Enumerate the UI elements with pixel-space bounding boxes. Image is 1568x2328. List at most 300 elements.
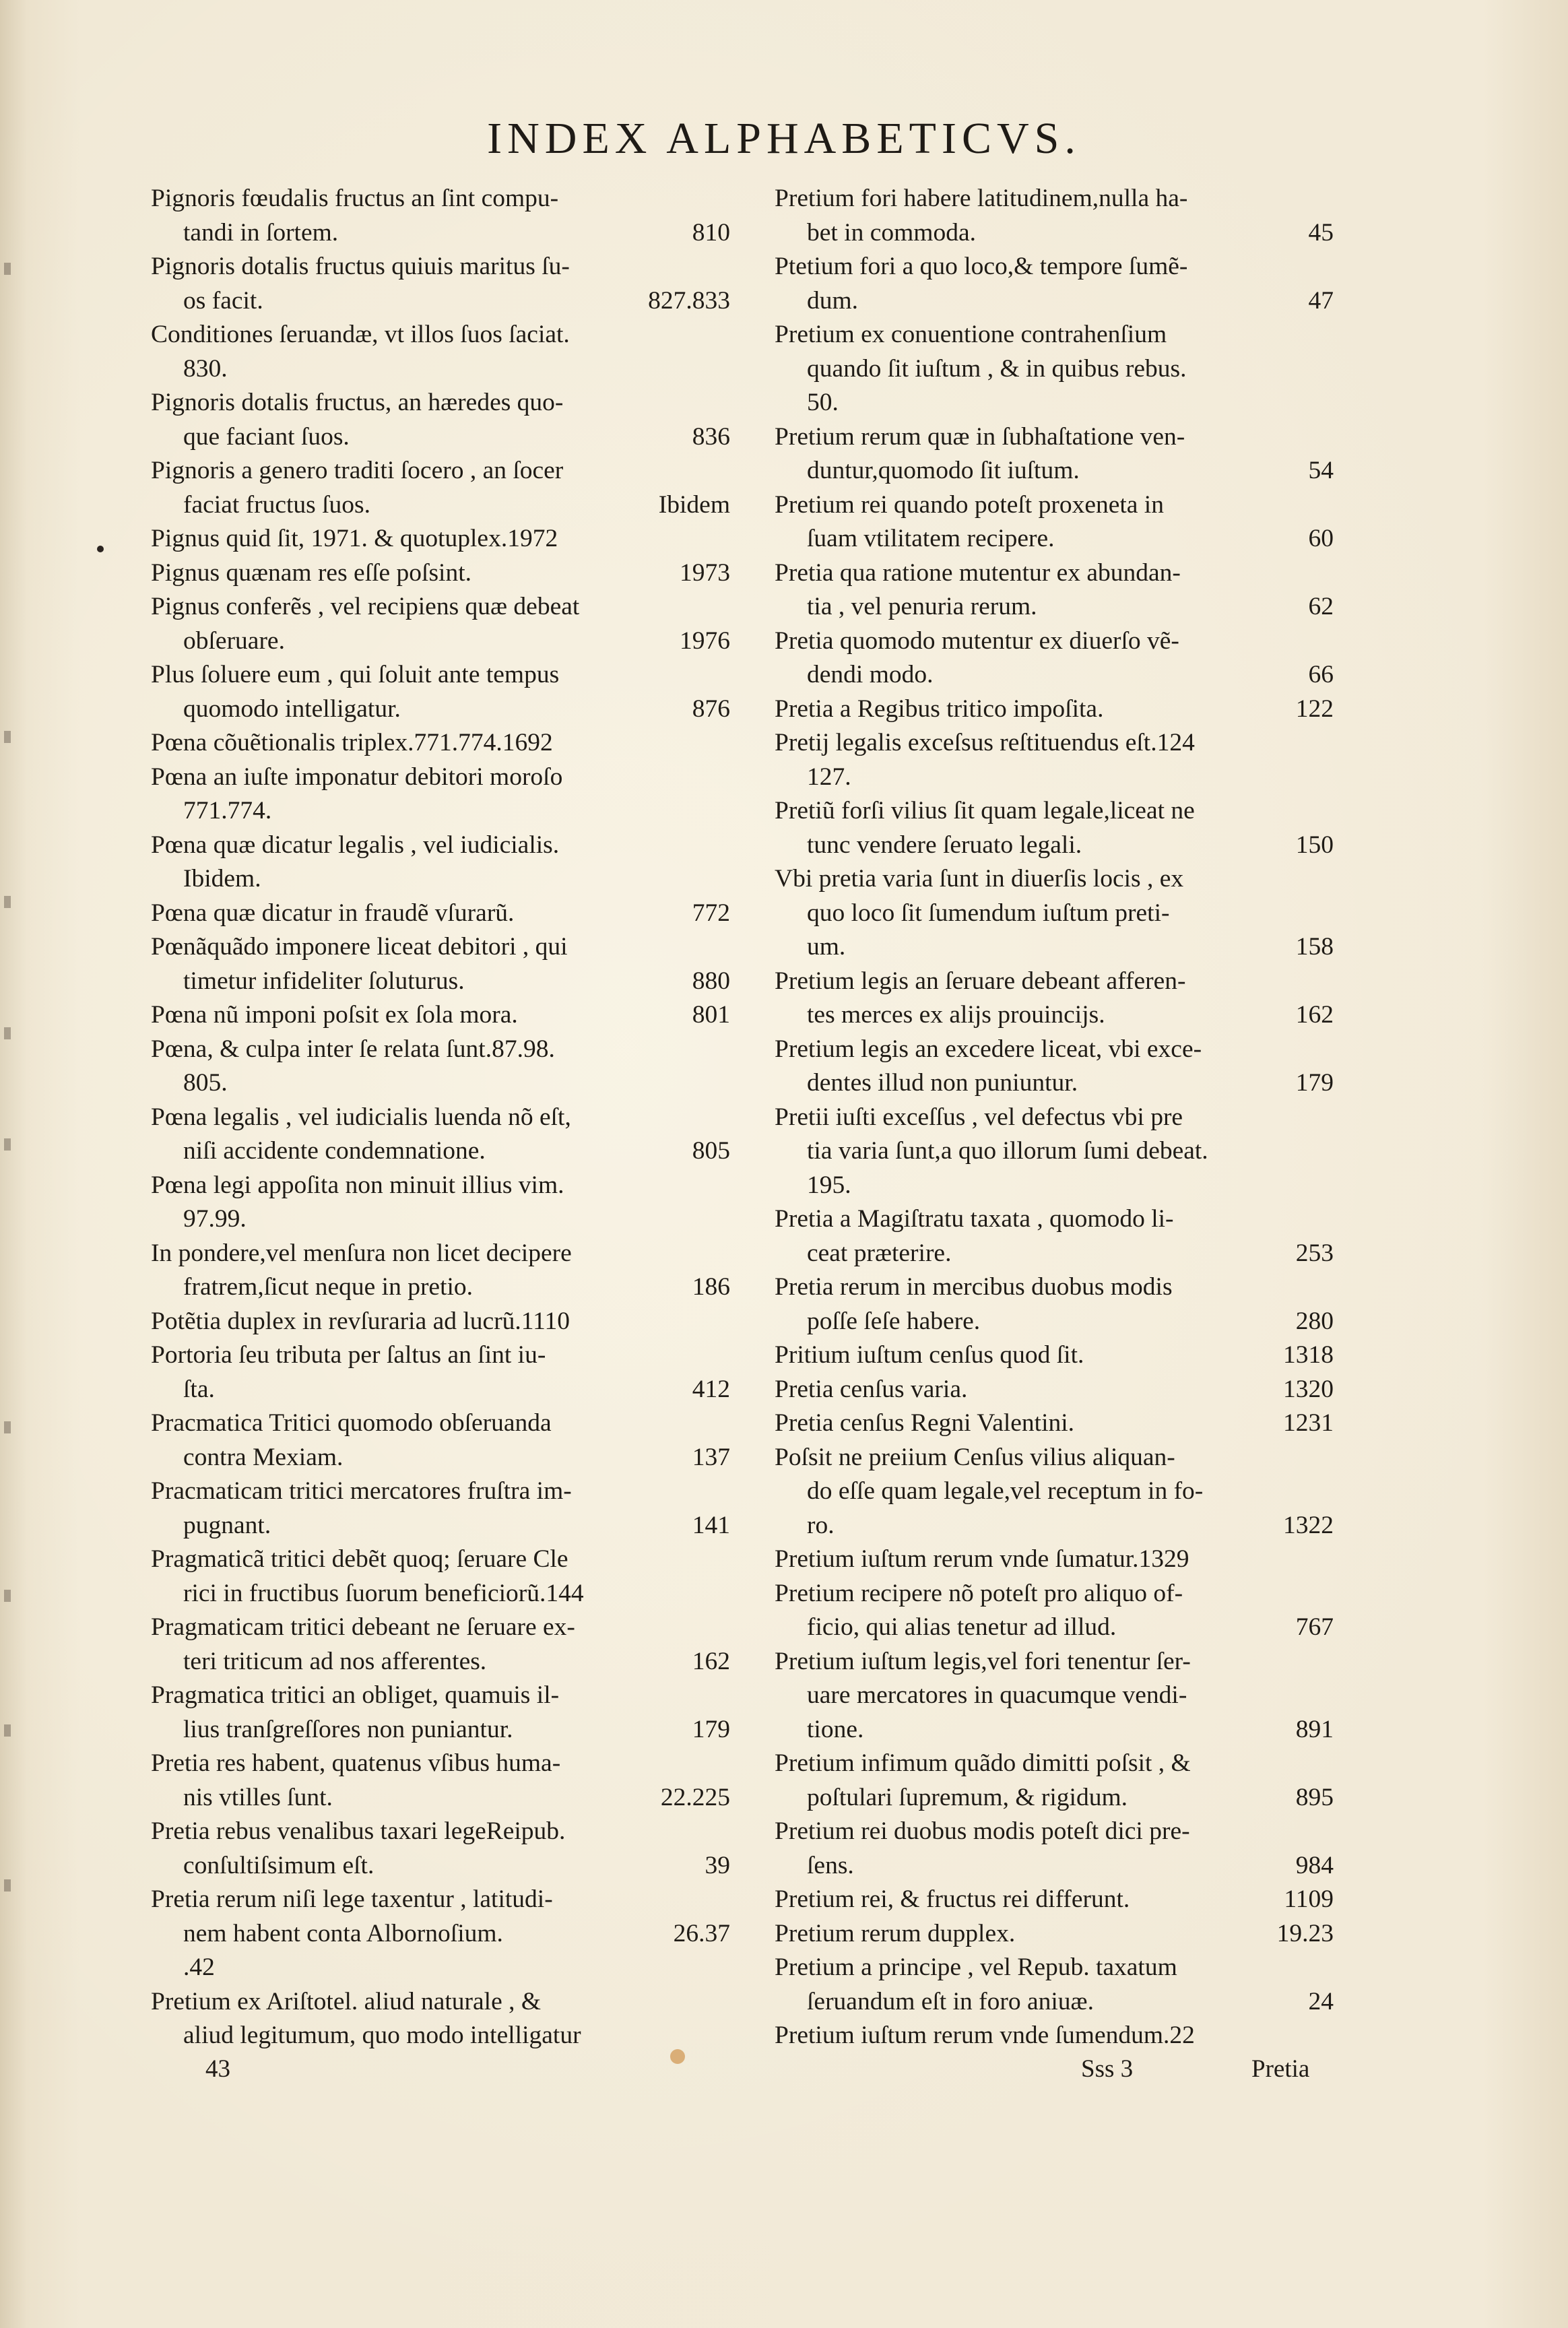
index-entry-line	[775, 658, 1334, 692]
index-entry	[775, 1917, 1334, 1951]
entry-text: Pœna legi appoſita non minuit illius vim.	[151, 1171, 564, 1199]
index-entry	[775, 692, 1334, 727]
index-entry-line	[775, 1305, 1334, 1339]
signature-mark: Sss 3	[1081, 2055, 1134, 2083]
index-entry	[775, 1270, 1334, 1338]
index-entry	[151, 1475, 730, 1543]
index-entry-line	[775, 1509, 1334, 1543]
index-entry	[775, 1101, 1334, 1203]
index-entry-line	[151, 1441, 730, 1475]
index-entry	[151, 658, 730, 726]
index-entry-line	[775, 1134, 1334, 1169]
entry-text: 97.99.	[183, 1205, 247, 1233]
index-entry-line	[151, 556, 730, 591]
index-entry-line	[151, 590, 730, 624]
index-entry-line	[151, 658, 730, 692]
index-entry	[151, 829, 730, 897]
entry-text: Pretium iuſtum rerum vnde ſumendum.22	[775, 2022, 1195, 2049]
index-entry	[151, 998, 730, 1033]
index-entry-line	[775, 1373, 1334, 1407]
entry-text: uare mercatores in quacumque vendi-	[807, 1681, 1187, 1709]
index-entry-line	[151, 318, 730, 352]
index-entry-line	[775, 182, 1334, 216]
index-entry-line	[151, 1406, 730, 1441]
entry-text: timetur infideliter ſoluturus.	[183, 967, 465, 995]
entry-text: nem habent conta Albornoſium.	[183, 1919, 503, 1947]
index-entry-line	[151, 1713, 730, 1747]
entry-text: Pœna quæ dicatur in fraudẽ vſurarũ.	[151, 899, 515, 927]
entry-text: Portoria ſeu tributa per ſaltus an ſint iu-	[151, 1341, 546, 1369]
entry-text: Pretia a Regibus tritico impoſita.	[775, 694, 1104, 723]
ink-stain	[670, 2049, 685, 2064]
index-entry-line	[151, 2019, 730, 2053]
entry-text: Pignus quid ſit, 1971. & quotuplex.1972	[151, 525, 558, 552]
index-entry-line	[151, 1781, 730, 1815]
entry-text: In pondere,vel menſura non licet decipere	[151, 1239, 572, 1267]
index-entry	[151, 1101, 730, 1169]
index-entry	[775, 182, 1334, 250]
index-entry	[775, 420, 1334, 488]
page-reference: 179	[1295, 1069, 1334, 1097]
index-entry-line	[775, 1441, 1334, 1475]
index-entry-line	[775, 965, 1334, 999]
index-entry	[151, 454, 730, 522]
entry-text: Pignoris fœudalis fructus an ſint compu-	[151, 185, 559, 212]
page-continuation-number: 43	[205, 2055, 230, 2083]
index-entry-line	[151, 1237, 730, 1271]
page-reference: 162	[692, 1647, 730, 1675]
page-reference: 895	[1295, 1783, 1334, 1811]
index-entry-line	[151, 998, 730, 1033]
index-entry-line	[775, 420, 1334, 455]
page-reference: 54	[1308, 457, 1334, 484]
margin-dot	[97, 546, 104, 552]
index-entry-line	[775, 794, 1334, 829]
index-entry	[775, 1373, 1334, 1407]
index-entry	[775, 794, 1334, 862]
page-reference: 66	[1308, 661, 1334, 688]
entry-text: ceat præterire.	[807, 1239, 952, 1267]
index-entry	[775, 250, 1334, 318]
entry-text: 195.	[807, 1171, 851, 1199]
index-entry-line	[151, 1917, 730, 1951]
entry-text: Vbi pretia varia ſunt in diuerſis locis , ex	[775, 865, 1184, 893]
index-entry	[151, 897, 730, 931]
index-entry	[151, 1305, 730, 1339]
page-reference: 280	[1295, 1307, 1334, 1335]
page-reference: 1318	[1283, 1341, 1334, 1369]
page-reference: 1320	[1283, 1375, 1334, 1403]
entry-text: Pignoris dotalis fructus, an hæredes quo-	[151, 389, 564, 416]
page-reference: 122	[1295, 694, 1334, 723]
page-reference: 876	[692, 694, 730, 723]
index-entry-line	[775, 1985, 1334, 2019]
entry-text: ficio, qui alias tenetur ad illud.	[807, 1613, 1117, 1641]
index-entry-line	[151, 1611, 730, 1645]
entry-text: dum.	[807, 286, 859, 315]
index-entry-line	[151, 1373, 730, 1407]
entry-text: Pracmaticam tritici mercatores fruſtra im-	[151, 1477, 572, 1505]
entry-text: Pignoris dotalis fructus quiuis maritus ſu-	[151, 253, 570, 280]
index-entry-line	[775, 1543, 1334, 1577]
page-reference: 162	[1295, 1001, 1334, 1029]
entry-text: Plus ſoluere eum , qui ſoluit ante tempus	[151, 661, 560, 688]
index-entry	[151, 1237, 730, 1305]
index-entry-line	[151, 1679, 730, 1713]
index-entry-line	[151, 1815, 730, 1849]
index-entry-line	[151, 1338, 730, 1373]
index-entry-line	[151, 488, 730, 523]
index-entry-line	[775, 250, 1334, 284]
index-entry-line	[151, 1033, 730, 1067]
index-entry-line	[775, 1611, 1334, 1645]
index-entry-line	[775, 352, 1334, 387]
entry-text: Pretia rerum in mercibus duobus modis	[775, 1273, 1173, 1301]
entry-text: dentes illud non puniuntur.	[807, 1069, 1078, 1097]
entry-text: tandi in ſortem.	[183, 218, 339, 247]
page-reference: 60	[1308, 525, 1334, 552]
index-entry	[775, 1883, 1334, 1917]
entry-text: Ibidem.	[183, 865, 261, 893]
entry-text: 805.	[183, 1069, 228, 1097]
entry-text: Pragmaticã tritici debẽt quoq; ſeruare Cle	[151, 1545, 568, 1573]
index-entry	[151, 386, 730, 454]
index-entry-line	[775, 1713, 1334, 1747]
entry-text: Pracmatica Tritici quomodo obſeruanda	[151, 1409, 552, 1437]
entry-text: nis vtilles ſunt.	[183, 1783, 333, 1811]
entry-text: Poſsit ne preiium Cenſus vilius aliquan-	[775, 1443, 1175, 1471]
entry-text: poſſe ſeſe habere.	[807, 1307, 981, 1335]
entry-text: faciat fructus ſuos.	[183, 490, 371, 519]
entry-text: aliud legitumum, quo modo intelligatur	[183, 2022, 581, 2049]
index-entry-line	[775, 1747, 1334, 1781]
page-reference: 1322	[1283, 1511, 1334, 1539]
page-reference: 141	[692, 1511, 730, 1539]
page-reference: 179	[692, 1715, 730, 1743]
catchword: Pretia	[1251, 2055, 1310, 2083]
index-entry-line	[775, 1169, 1334, 1203]
index-entry	[151, 250, 730, 318]
entry-text: Pretij legalis exceſsus reſtituendus eſt.124	[775, 729, 1195, 756]
index-entry	[775, 1747, 1334, 1815]
index-entry	[775, 1815, 1334, 1883]
entry-text: ſeruandum eſt in foro aniuæ.	[807, 1987, 1094, 2015]
entry-text: Pignus conferẽs , vel recipiens quæ debeat	[151, 593, 580, 620]
index-entry-line	[151, 216, 730, 251]
index-entry-line	[151, 1134, 730, 1169]
entry-text: bet in commoda.	[807, 218, 976, 247]
entry-text: Pretia rerum niſi lege taxentur , latitudi-	[151, 1885, 553, 1913]
entry-text: ſens.	[807, 1851, 854, 1879]
entry-text: Pœna cõuẽtionalis triplex.771.774.1692	[151, 729, 553, 756]
index-entry-line	[775, 998, 1334, 1033]
index-entry-line	[151, 522, 730, 556]
index-entry-line	[775, 761, 1334, 795]
entry-text: Pretium recipere nõ poteſt pro aliquo of-	[775, 1579, 1183, 1607]
entry-text: 127.	[807, 763, 851, 791]
index-entry-line	[151, 1985, 730, 2019]
index-entry	[151, 522, 730, 556]
index-entry-line	[775, 1679, 1334, 1713]
page-reference: 836	[692, 422, 730, 451]
entry-text: niſi accidente condemnatione.	[183, 1137, 486, 1165]
index-entry	[151, 1338, 730, 1406]
entry-text: dendi modo.	[807, 661, 934, 688]
entry-text: conſultiſsimum eſt.	[183, 1851, 374, 1879]
index-entry-line	[151, 250, 730, 284]
index-entry-line	[775, 1917, 1334, 1951]
index-entry	[775, 1951, 1334, 2019]
index-entry-line	[775, 726, 1334, 761]
left-index-column	[151, 182, 730, 2053]
index-entry	[151, 1883, 730, 1985]
page-reference: 810	[692, 218, 730, 247]
entry-text: Pretium iuſtum legis,vel fori tenentur ſer-	[775, 1647, 1191, 1675]
entry-text: fratrem,ſicut neque in pretio.	[183, 1273, 473, 1301]
index-entry-line	[775, 1066, 1334, 1101]
index-entry-line	[775, 590, 1334, 624]
entry-text: Pretium legis an ſeruare debeant afferen-	[775, 967, 1186, 995]
index-entry-line	[775, 1781, 1334, 1815]
index-entry-line	[151, 1747, 730, 1781]
index-entry-line	[775, 216, 1334, 251]
index-entry	[151, 1747, 730, 1815]
entry-text: que faciant ſuos.	[183, 422, 350, 451]
index-entry	[151, 590, 730, 658]
index-entry-line	[151, 692, 730, 727]
index-entry-line	[775, 829, 1334, 863]
index-entry-line	[151, 1951, 730, 1985]
entry-text: .42	[183, 1953, 215, 1981]
entry-text: Pretium infimum quãdo dimitti poſsit , &	[775, 1749, 1191, 1777]
index-entry	[775, 1202, 1334, 1270]
index-entry-line	[151, 1849, 730, 1883]
index-entry	[151, 182, 730, 250]
index-entry	[775, 1033, 1334, 1101]
index-entry-line	[775, 1475, 1334, 1509]
index-entry-line	[775, 1338, 1334, 1373]
index-entry	[151, 1543, 730, 1611]
index-entry-line	[775, 692, 1334, 727]
page-reference: 984	[1295, 1851, 1334, 1879]
index-entry	[151, 930, 730, 998]
page-reference: 772	[692, 899, 730, 927]
index-entry	[151, 1169, 730, 1237]
index-entry	[775, 862, 1334, 965]
page-reference: 1231	[1283, 1409, 1334, 1437]
page-reference: 150	[1295, 831, 1334, 859]
index-entry	[151, 1679, 730, 1747]
page-reference: 801	[692, 1001, 730, 1029]
entry-text: Pretium ex conuentione contrahenſium	[775, 321, 1167, 348]
index-entry-line	[151, 1577, 730, 1611]
index-entry	[775, 1441, 1334, 1543]
index-entry-line	[775, 1849, 1334, 1883]
page-reference: 827.833	[648, 286, 730, 315]
index-entry-line	[151, 1202, 730, 1237]
entry-text: Pretii iuſti exceſſus , vel defectus vbi pre	[775, 1103, 1183, 1131]
entry-text: poſtulari ſupremum, & rigidum.	[807, 1783, 1128, 1811]
entry-text: quando ſit iuſtum , & in quibus rebus.	[807, 354, 1187, 383]
index-entry	[151, 1033, 730, 1101]
entry-text: Pritium iuſtum cenſus quod ſit.	[775, 1341, 1084, 1369]
right-index-column	[775, 182, 1334, 2053]
index-entry	[151, 1611, 730, 1679]
index-entry-line	[151, 1270, 730, 1305]
index-entry	[775, 1338, 1334, 1373]
page-reference: 253	[1295, 1239, 1334, 1267]
entry-text: Potẽtia duplex in revſuraria ad lucrũ.1110	[151, 1307, 570, 1335]
index-entry	[775, 556, 1334, 624]
entry-text: os facit.	[183, 286, 263, 315]
index-entry-line	[151, 1305, 730, 1339]
index-entry	[775, 1543, 1334, 1577]
index-entry-line	[775, 284, 1334, 319]
index-entry-line	[151, 1066, 730, 1101]
page-reference: 39	[705, 1851, 730, 1879]
entry-text: Pretia res habent, quatenus vſibus huma-	[151, 1749, 561, 1777]
index-entry	[775, 624, 1334, 692]
page-reference: 137	[692, 1443, 730, 1471]
page-reference: 880	[692, 967, 730, 995]
entry-text: tunc vendere ſeruato legali.	[807, 831, 1082, 859]
entry-text: Conditiones ſeruandæ, vt illos ſuos ſaciat.	[151, 321, 570, 348]
index-entry-line	[775, 1951, 1334, 1985]
entry-text: Pretium a principe , vel Repub. taxatum	[775, 1953, 1177, 1981]
entry-text: Pragmatica tritici an obliget, quamuis il-	[151, 1681, 560, 1709]
index-entry-line	[775, 862, 1334, 897]
entry-text: contra Mexiam.	[183, 1443, 344, 1471]
index-entry	[775, 1645, 1334, 1747]
index-entry-line	[151, 352, 730, 387]
entry-text: Pretiũ forſi vilius ſit quam legale,liceat ne	[775, 797, 1195, 825]
index-entry-line	[151, 829, 730, 863]
index-entry-line	[151, 761, 730, 795]
index-entry-line	[775, 1406, 1334, 1441]
page-reference: 1976	[680, 626, 730, 655]
index-entry-line	[151, 1475, 730, 1509]
page-reference: 767	[1295, 1613, 1334, 1641]
entry-text: lius tranſgreſſores non puniantur.	[183, 1715, 513, 1743]
entry-text: um.	[807, 933, 846, 961]
index-entry	[151, 761, 730, 829]
page-reference: 26.37	[673, 1919, 730, 1947]
index-entry-line	[151, 1101, 730, 1135]
entry-text: teri triticum ad nos afferentes.	[183, 1647, 487, 1675]
index-entry	[775, 488, 1334, 556]
entry-text: tia , vel penuria rerum.	[807, 593, 1037, 620]
index-entry	[151, 556, 730, 591]
index-entry-line	[151, 930, 730, 965]
index-entry-line	[775, 2019, 1334, 2053]
entry-text: Pretium iuſtum rerum vnde ſumatur.1329	[775, 1545, 1189, 1573]
index-entry-line	[151, 1169, 730, 1203]
page-reference: 47	[1308, 286, 1334, 315]
index-entry-line	[151, 965, 730, 999]
index-entry-line	[775, 386, 1334, 420]
entry-text: Pœna quæ dicatur legalis , vel iudicialis.	[151, 831, 560, 859]
entry-text: Pretium rei duobus modis poteſt dici pre-	[775, 1817, 1190, 1845]
index-entry-line	[775, 930, 1334, 965]
index-entry-line	[151, 624, 730, 659]
index-entry-line	[151, 386, 730, 420]
page-reference: 1109	[1284, 1885, 1334, 1913]
entry-text: Pretium rerum dupplex.	[775, 1919, 1016, 1947]
entry-text: pugnant.	[183, 1511, 271, 1539]
index-entry-line	[151, 897, 730, 931]
index-entry	[151, 318, 730, 386]
index-entry-line	[775, 1815, 1334, 1849]
entry-text: Pignus quænam res eſſe poſsint.	[151, 558, 472, 587]
entry-text: Pragmaticam tritici debeant ne ſeruare ex-	[151, 1613, 575, 1641]
entry-text: Pœnãquãdo imponere liceat debitori , qui	[151, 933, 568, 961]
binding-edge	[0, 0, 20, 2328]
entry-text: Pœna nũ imponi poſsit ex ſola mora.	[151, 1001, 518, 1029]
entry-text: 830.	[183, 354, 228, 383]
index-entry-line	[151, 1509, 730, 1543]
entry-text: quomodo intelligatur.	[183, 694, 401, 723]
entry-text: Pignoris a genero traditi ſocero , an ſocer	[151, 457, 564, 484]
page-reference: 1973	[680, 558, 730, 587]
entry-text: obſeruare.	[183, 626, 285, 655]
entry-text: quo loco ſit ſumendum iuſtum preti-	[807, 899, 1170, 927]
entry-text: Pretia cenſus varia.	[775, 1375, 968, 1403]
index-entry-line	[151, 420, 730, 455]
index-entry-line	[775, 488, 1334, 523]
index-entry-line	[775, 1645, 1334, 1679]
index-entry-line	[151, 862, 730, 897]
entry-text: ſuam vtilitatem recipere.	[807, 525, 1055, 552]
page-reference: Ibidem	[658, 490, 730, 519]
index-entry-line	[151, 1883, 730, 1917]
index-entry-line	[151, 1543, 730, 1577]
index-entry-line	[775, 1270, 1334, 1305]
page-reference: 412	[692, 1375, 730, 1403]
index-entry-line	[775, 1577, 1334, 1611]
entry-text: Pretium ex Ariſtotel. aliud naturale , &	[151, 1987, 542, 2015]
index-entry-line	[775, 522, 1334, 556]
page-reference: 22.225	[660, 1783, 730, 1811]
entry-text: do eſſe quam legale,vel receptum in fo-	[807, 1477, 1204, 1505]
index-entry	[151, 1406, 730, 1475]
page-reference: 891	[1295, 1715, 1334, 1743]
entry-text: Pretia rebus venalibus taxari legeReipub.	[151, 1817, 566, 1845]
index-entry	[775, 726, 1334, 794]
index-entry-line	[775, 897, 1334, 931]
index-entry	[151, 726, 730, 761]
entry-text: rici in fructibus ſuorum beneficiorũ.144	[183, 1579, 584, 1607]
index-entry-line	[151, 284, 730, 319]
entry-text: Pretia quomodo mutentur ex diuerſo vẽ-	[775, 626, 1179, 655]
index-entry-line	[151, 794, 730, 829]
entry-text: Pœna, & culpa inter ſe relata ſunt.87.98.	[151, 1035, 555, 1063]
entry-text: Pretia cenſus Regni Valentini.	[775, 1409, 1075, 1437]
entry-text: Pretium legis an excedere liceat, vbi exce-	[775, 1035, 1202, 1063]
entry-text: Pretium fori habere latitudinem,nulla ha-	[775, 185, 1188, 212]
entry-text: Pretia a Magiſtratu taxata , quomodo li-	[775, 1205, 1174, 1233]
entry-text: Pretium rei, & fructus rei differunt.	[775, 1885, 1130, 1913]
index-entry-line	[775, 1883, 1334, 1917]
page-reference: 62	[1308, 593, 1334, 620]
index-entry	[151, 1815, 730, 1883]
index-entry-line	[775, 1033, 1334, 1067]
index-entry	[775, 318, 1334, 420]
index-entry	[151, 1985, 730, 2053]
entry-text: tes merces ex alijs prouincijs.	[807, 1001, 1105, 1029]
index-entry-line	[775, 1101, 1334, 1135]
page-reference: 24	[1308, 1987, 1334, 2015]
entry-text: 50.	[807, 389, 839, 416]
